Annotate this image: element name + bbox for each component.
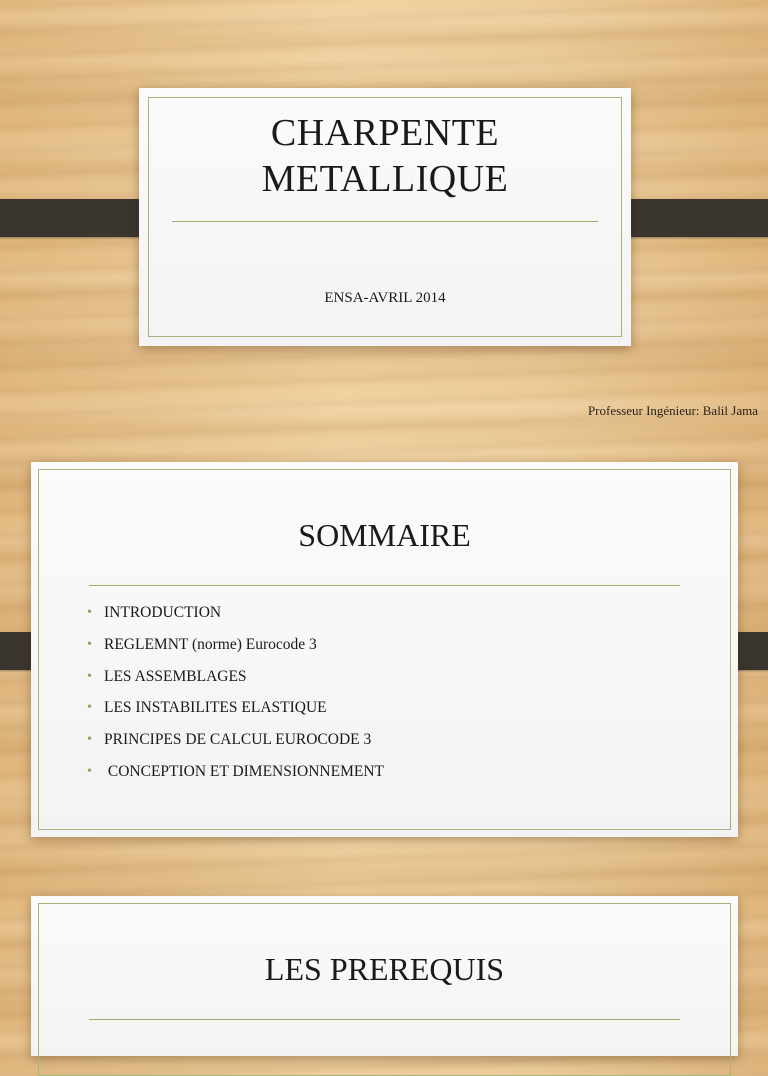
list-item [87, 692, 384, 724]
prerequisites-slide[interactable] [31, 896, 738, 1056]
list-item [87, 629, 384, 661]
list-item-label: PRINCIPES DE CALCUL EUROCODE 3 [104, 731, 372, 749]
slide-title: CHARPENTE METALLIQUE [261, 112, 509, 200]
list-item-label: LES ASSEMBLAGES [104, 667, 247, 685]
strap-left-slide-1 [0, 199, 157, 237]
bullet-icon: • [87, 732, 92, 748]
bullet-icon: • [87, 763, 92, 779]
list-item-label: REGLEMNT (norme) Eurocode 3 [104, 635, 317, 653]
strap-right-slide-1 [613, 199, 768, 237]
title-slide[interactable] [139, 88, 631, 346]
list-item [87, 597, 384, 629]
summary-slide[interactable] [31, 462, 738, 837]
list-item [87, 661, 384, 693]
title-divider [172, 221, 598, 222]
list-item-label: LES INSTABILITES ELASTIQUE [104, 699, 327, 717]
professor-caption: Professeur Ingénieur: Balil Jama [587, 403, 758, 418]
slide-frame [38, 903, 731, 1076]
slide-title: SOMMAIRE [298, 517, 471, 553]
title-divider [89, 1019, 680, 1020]
list-item-label: INTRODUCTION [104, 604, 222, 621]
summary-list [87, 597, 384, 788]
bullet-icon: • [87, 700, 92, 716]
list-item-label: CONCEPTION ET DIMENSIONNEMENT [104, 762, 384, 780]
slide-subtitle: ENSA-AVRIL 2014 [324, 290, 446, 306]
bullet-icon: • [87, 636, 92, 652]
list-item [87, 724, 384, 756]
slide-title: LES PREREQUIS [264, 951, 505, 987]
bullet-icon: • [87, 668, 92, 684]
list-item [87, 756, 384, 788]
title-divider [89, 585, 680, 586]
bullet-icon: • [87, 605, 92, 620]
